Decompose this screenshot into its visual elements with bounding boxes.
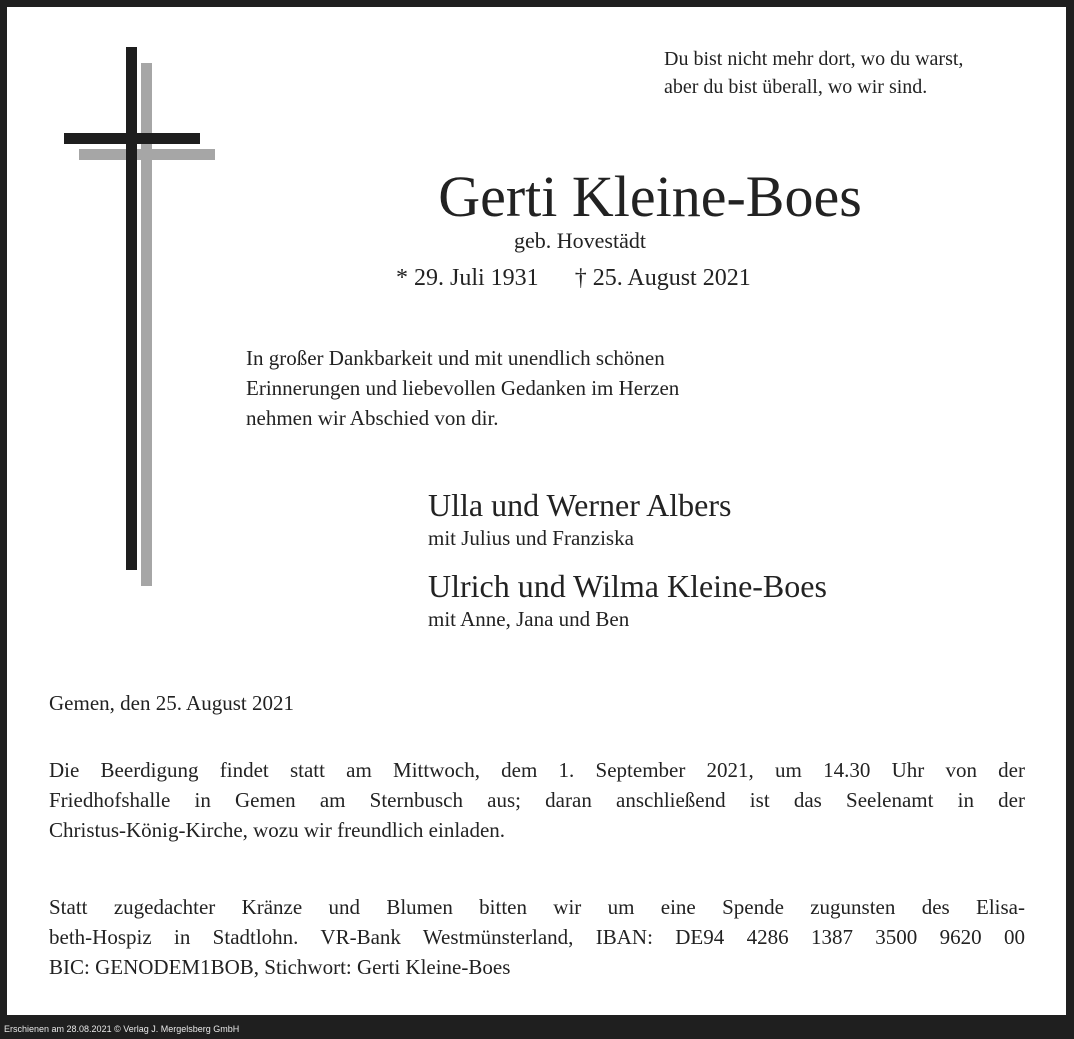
mourner-family-name: Ulrich und Wilma Kleine-Boes	[428, 568, 827, 604]
life-dates	[396, 263, 751, 293]
place-and-date: Gemen, den 25. August 2021	[49, 691, 294, 715]
death-date: † 25. August 2021	[574, 265, 751, 291]
mourner-family-name: Ulla und Werner Albers	[428, 487, 732, 523]
farewell-line: Erinnerungen und liebevollen Gedanken im Herzen	[246, 376, 680, 400]
cross-vertical-bar	[126, 47, 137, 570]
farewell-line: nehmen wir Abschied von dir.	[246, 406, 499, 430]
cross-shadow-horizontal	[79, 149, 215, 160]
maiden-name: geb. Hovestädt	[514, 228, 646, 253]
funeral-line: Friedhofshalle in Gemen am Sternbusch aus; daran anschließend ist das Seelenamt in der	[49, 788, 1025, 812]
funeral-announcement	[49, 755, 1025, 845]
donation-line: beth-Hospiz in Stadtlohn. VR-Bank Westmünsterland, IBAN: DE94 4286 1387 3500 9620 00	[49, 925, 1025, 949]
funeral-line: Die Beerdigung findet statt am Mittwoch, dem 1. September 2021, um 14.30 Uhr von der	[49, 758, 1025, 782]
mourner-family-members: mit Julius und Franziska	[428, 526, 634, 550]
farewell-line: In großer Dankbarkeit und mit unendlich schönen	[246, 346, 665, 370]
donation-line: Statt zugedachter Kränze und Blumen bitten wir um eine Spende zugunsten des Elisa-	[49, 895, 1025, 919]
birth-date: * 29. Juli 1931	[396, 265, 539, 291]
funeral-line: Christus-König-Kirche, wozu wir freundlich einladen.	[49, 818, 506, 842]
quote-line: aber du bist überall, wo wir sind.	[664, 76, 928, 98]
donation-request	[49, 892, 1025, 982]
memorial-quote	[664, 45, 963, 101]
quote-line: Du bist nicht mehr dort, wo du warst,	[664, 48, 964, 70]
mourner-family-members: mit Anne, Jana und Ben	[428, 607, 630, 631]
farewell-text	[246, 343, 679, 433]
deceased-name: Gerti Kleine-Boes	[438, 164, 862, 229]
donation-line: BIC: GENODEM1BOB, Stichwort: Gerti Kleine-Boes	[49, 955, 511, 979]
publication-footer: Erschienen am 28.08.2021 © Verlag J. Mergelsberg GmbH	[4, 1024, 240, 1034]
obituary-notice	[7, 7, 1066, 1015]
cross-horizontal-bar	[64, 133, 200, 144]
